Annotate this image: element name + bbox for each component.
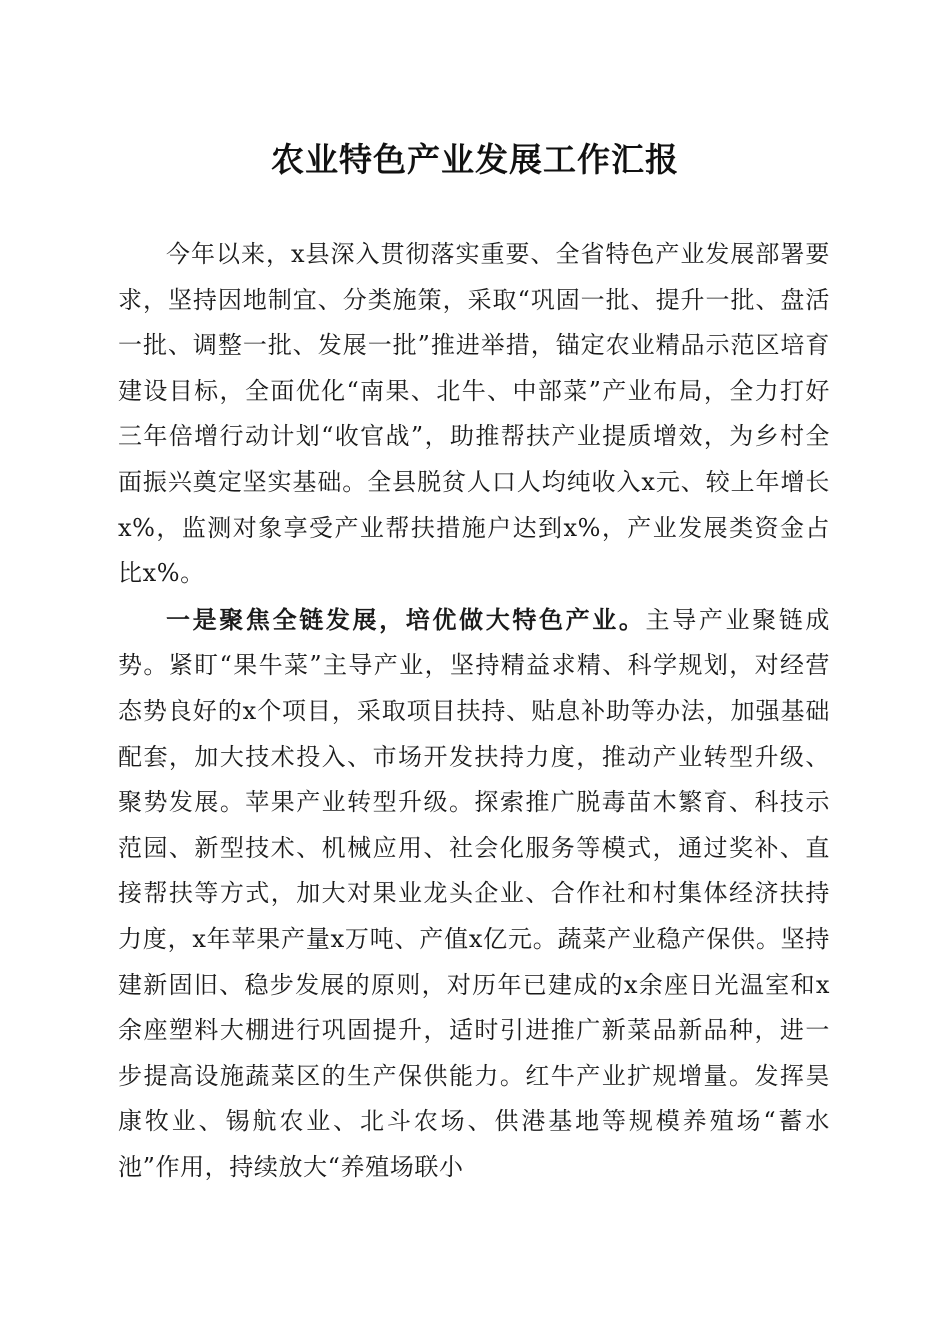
section-one-text: 主导产业聚链成势。紧盯“果牛菜”主导产业，坚持精益求精、科学规划，对经营态势良好的x个项目，采取项目扶持、贴息补助等办法，加强基础配套，加大技术投入、市场开发扶持力度，推动产业转型升级、聚势发展。苹果产业转型升级。探索推广脱毒苗木繁育、科技示范园、新型技术、机械应用、社会化服务等模式，通过奖补、直接帮扶等方式，加大对果业龙头企业、合作社和村集体经济扶持力度，x年苹果产量x万吨、产值x亿元。蔬菜产业稳产保供。坚持建新固旧、稳步发展的原则，对历年已建成的x余座日光温室和x余座塑料大棚进行巩固提升，适时引进推广新菜品新品种，进一步提高设施蔬菜区的生产保供能力。红牛产业扩规增量。发挥昊康牧业、锡航农业、北斗农场、供港基地等规模养殖场“蓄水池”作用，持续放大“养殖场联小	[118, 605, 830, 1181]
section-one-heading: 一是聚焦全链发展，培优做大特色产业。	[166, 604, 646, 634]
paragraph-section-one	[118, 597, 830, 1191]
document-body	[118, 232, 830, 1190]
document-title: 农业特色产业发展工作汇报	[271, 140, 679, 179]
paragraph-intro: 今年以来，x县深入贯彻落实重要、全省特色产业发展部署要求，坚持因地制宜、分类施策，采取“巩固一批、提升一批、盘活一批、调整一批、发展一批”推进举措，锚定农业精品示范区培育建设目标，全面优化“南果、北牛、中部菜”产业布局，全力打好三年倍增行动计划“收官战”，助推帮扶产业提质增效，为乡村全面振兴奠定坚实基础。全县脱贫人口人均纯收入x元、较上年增长x%，监测对象享受产业帮扶措施户达到x%，产业发展类资金占比x%。	[118, 240, 830, 588]
